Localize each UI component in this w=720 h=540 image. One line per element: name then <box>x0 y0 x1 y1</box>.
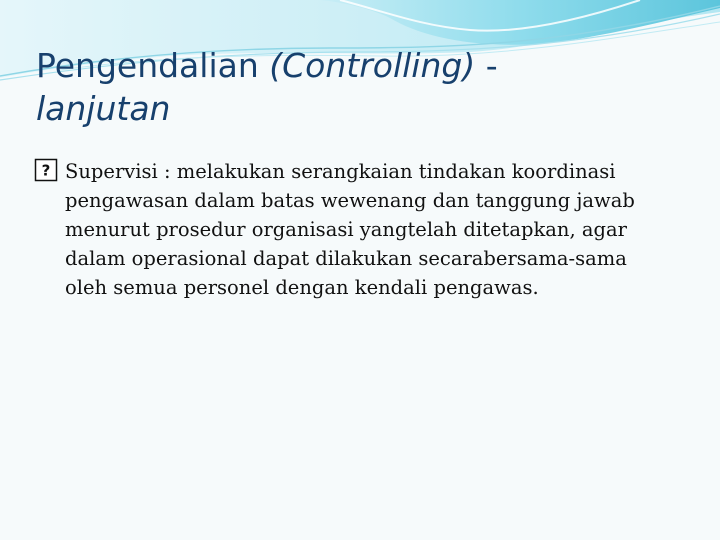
title-part-1: Pengendalian <box>36 46 270 85</box>
bullet-text: Supervisi : melakukan serangkaian tindakan koordinasi pengawasan dalam batas wewenang dan tanggung jawab menurut prosedur organisasi yangtelah ditetapkan, agar dalam operasional dapat dilakukan secarabersama-sama oleh semua personel dengan kendali pengawas. <box>65 160 635 299</box>
svg-text:?: ? <box>41 161 51 180</box>
bullet-item <box>34 157 674 302</box>
title-part-3: - <box>475 46 498 85</box>
title-part-2: (Controlling) <box>269 46 476 85</box>
slide-title <box>36 44 686 130</box>
slide-body <box>34 157 674 302</box>
title-part-4: lanjutan <box>36 89 171 128</box>
bullet-icon <box>34 158 58 182</box>
